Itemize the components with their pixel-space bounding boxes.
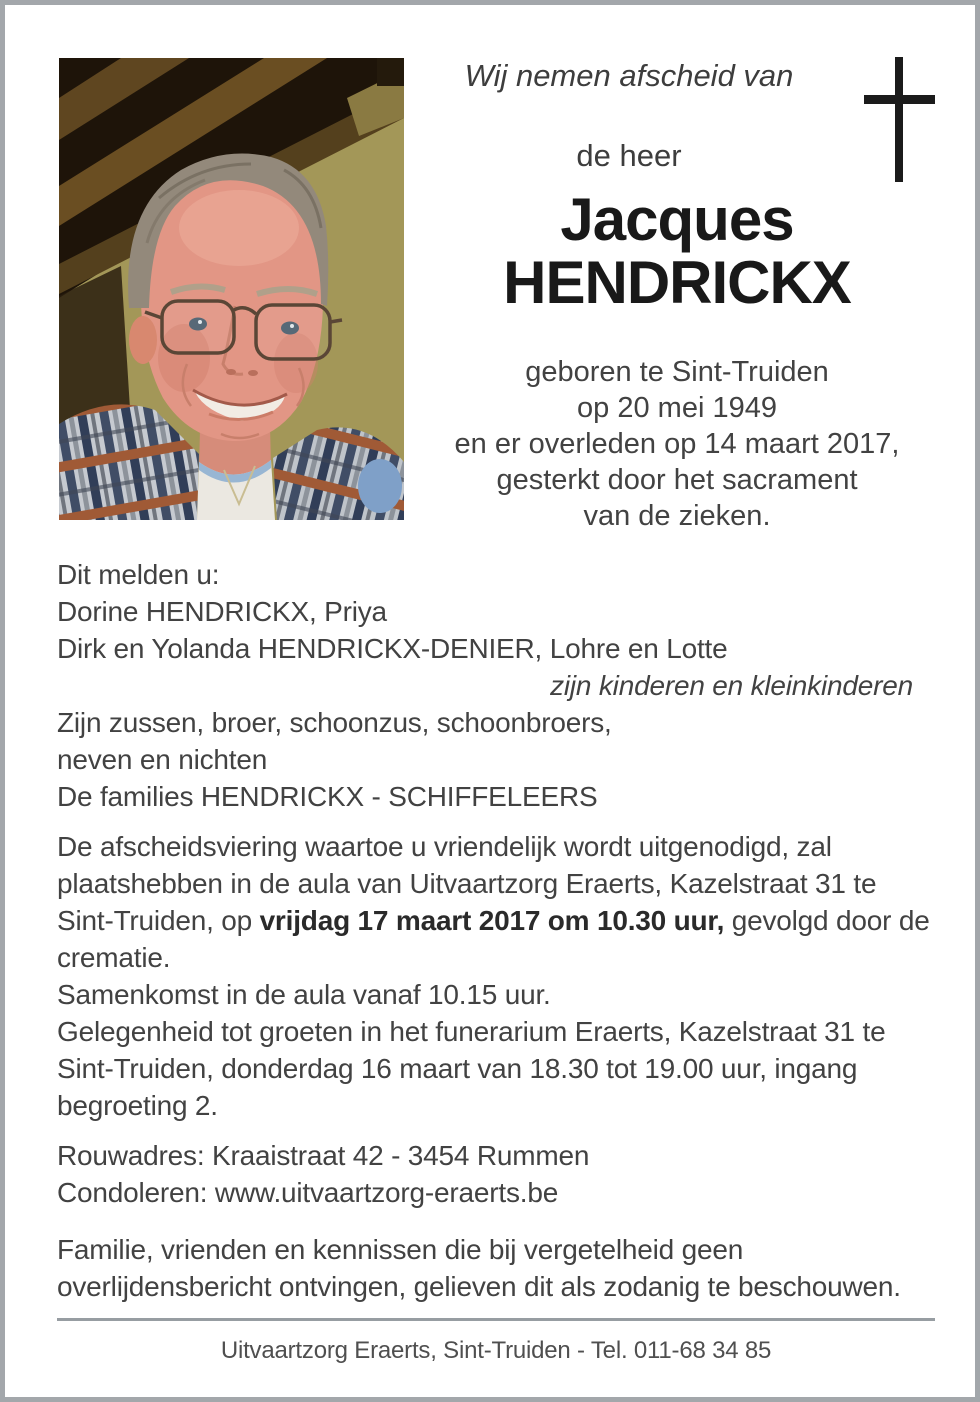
relation-note: zijn kinderen en kleinkinderen [550, 670, 913, 701]
life-dates-line: en er overleden op 14 maart 2017, [454, 428, 900, 460]
contact-info [57, 1137, 935, 1211]
family-announcement [57, 556, 935, 815]
gathering-line: Samenkomst in de aula vanaf 10.15 uur. [57, 979, 551, 1010]
ceremony-text: gevolgd door de crematie. [57, 905, 930, 973]
deceased-first-name: Jacques [560, 186, 794, 253]
ceremony-details [57, 828, 935, 1124]
visitation-line: Gelegenheid tot groeten in het funerarium Eraerts, Kazelstraat 31 te Sint-Truiden, donderdag 16 maart van 18.30 tot 19.00 uur, ingang begroeting 2. [57, 1016, 886, 1121]
life-dates-line: op 20 mei 1949 [577, 392, 777, 424]
ceremony-text: De afscheidsviering waartoe u vriendelijk wordt uitgenodigd, zal plaatshebben in de aula van Uitvaartzorg Eraerts, Kazelstraat 31 te Sint-Truiden, op [57, 831, 877, 936]
condolence-website: Condoleren: www.uitvaartzorg-eraerts.be [57, 1177, 559, 1208]
mourning-address: Rouwadres: Kraaistraat 42 - 3454 Rummen [57, 1140, 590, 1171]
life-dates-line: van de zieken. [583, 500, 771, 532]
portrait-photo [59, 58, 404, 520]
deceased-name [404, 188, 950, 314]
life-dates [404, 354, 950, 534]
families-line: De families HENDRICKX - SCHIFFELEERS [57, 781, 598, 812]
announcement-line: Zijn zussen, broer, schoonzus, schoonbroers, [57, 707, 612, 738]
header-text-column [404, 48, 950, 534]
life-dates-line: geboren te Sint-Truiden [525, 356, 829, 388]
announcement-intro: Dit melden u: [57, 559, 220, 590]
cross-icon [864, 57, 935, 187]
body-text [57, 556, 935, 1369]
ceremony-datetime: vrijdag 17 maart 2017 om 10.30 uur, [259, 905, 725, 936]
farewell-line: Wij nemen afscheid van [464, 58, 794, 93]
announcement-line: Dorine HENDRICKX, Priya [57, 596, 387, 627]
pre-name-block [404, 58, 854, 174]
salutation: de heer [576, 138, 682, 173]
announcement-line: neven en nichten [57, 744, 268, 775]
announcement-line: Dirk en Yolanda HENDRICKX-DENIER, Lohre en Lotte [57, 633, 728, 664]
portrait-illustration [59, 58, 404, 520]
deceased-last-name: HENDRICKX [503, 249, 851, 316]
funeral-home-footer: Uitvaartzorg Eraerts, Sint-Truiden - Tel. 011-68 34 85 [220, 1337, 772, 1364]
closing-note: Familie, vrienden en kennissen die bij vergetelheid geen overlijdensbericht ontvingen, gelieven dit als zodanig te beschouwen. [57, 1234, 901, 1302]
life-dates-line: gesterkt door het sacrament [496, 464, 858, 496]
footer-divider [57, 1318, 935, 1321]
ceremony-sentence [57, 828, 935, 976]
